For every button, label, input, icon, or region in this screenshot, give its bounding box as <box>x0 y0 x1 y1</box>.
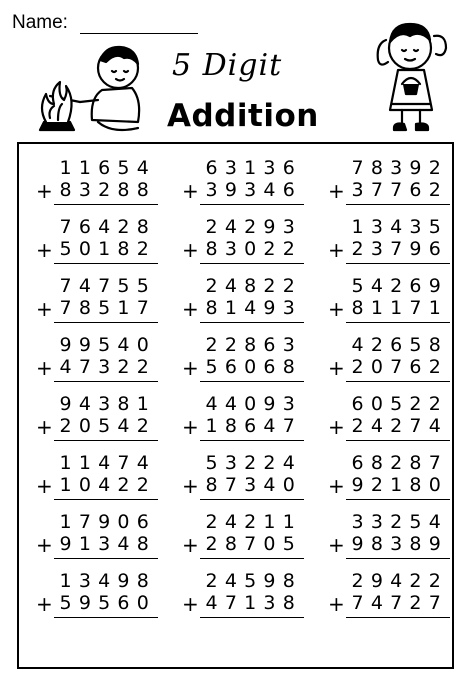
answer-line[interactable] <box>200 440 304 441</box>
bottom-addend: 18647 <box>205 415 302 437</box>
top-addend: 99540 <box>59 334 156 356</box>
plus-sign: + <box>328 297 345 321</box>
plus-sign: + <box>36 533 53 557</box>
bottom-addend: 50182 <box>59 238 156 260</box>
bottom-addend: 78517 <box>59 297 156 319</box>
answer-line[interactable] <box>54 204 158 205</box>
top-addend: 11474 <box>59 452 156 474</box>
bottom-addend: 81171 <box>351 297 448 319</box>
bottom-addend: 91348 <box>59 533 156 555</box>
top-addend: 13435 <box>351 216 448 238</box>
plus-sign: + <box>36 297 53 321</box>
boy-roasting-marshmallow-clipart <box>28 38 158 138</box>
answer-line[interactable] <box>346 617 450 618</box>
bottom-addend: 83288 <box>59 179 156 201</box>
plus-sign: + <box>36 592 53 616</box>
answer-line[interactable] <box>54 263 158 264</box>
top-addend: 76428 <box>59 216 156 238</box>
plus-sign: + <box>328 238 345 262</box>
answer-line[interactable] <box>54 617 158 618</box>
plus-sign: + <box>328 356 345 380</box>
name-line[interactable] <box>80 33 198 34</box>
plus-sign: + <box>182 356 199 380</box>
top-addend: 74755 <box>59 275 156 297</box>
top-addend: 68287 <box>351 452 448 474</box>
title-bold: Addition <box>167 98 319 134</box>
bottom-addend: 98389 <box>351 533 448 555</box>
top-addend: 53224 <box>205 452 302 474</box>
plus-sign: + <box>328 179 345 203</box>
name-label: Name: <box>12 12 68 33</box>
bottom-addend: 81493 <box>205 297 302 319</box>
top-addend: 33254 <box>351 511 448 533</box>
plus-sign: + <box>182 297 199 321</box>
plus-sign: + <box>182 179 199 203</box>
plus-sign: + <box>328 533 345 557</box>
bottom-addend: 83022 <box>205 238 302 260</box>
bottom-addend: 23796 <box>351 238 448 260</box>
answer-line[interactable] <box>346 440 450 441</box>
answer-line[interactable] <box>346 204 450 205</box>
answer-line[interactable] <box>346 263 450 264</box>
bottom-addend: 56068 <box>205 356 302 378</box>
plus-sign: + <box>328 592 345 616</box>
plus-sign: + <box>182 592 199 616</box>
plus-sign: + <box>328 474 345 498</box>
plus-sign: + <box>182 238 199 262</box>
answer-line[interactable] <box>54 558 158 559</box>
answer-line[interactable] <box>200 381 304 382</box>
top-addend: 24211 <box>205 511 302 533</box>
top-addend: 22863 <box>205 334 302 356</box>
top-addend: 94381 <box>59 393 156 415</box>
plus-sign: + <box>36 179 53 203</box>
bottom-addend: 47138 <box>205 592 302 614</box>
answer-line[interactable] <box>200 263 304 264</box>
top-addend: 29422 <box>351 570 448 592</box>
top-addend: 78392 <box>351 157 448 179</box>
answer-line[interactable] <box>346 381 450 382</box>
bottom-addend: 59560 <box>59 592 156 614</box>
answer-line[interactable] <box>200 558 304 559</box>
answer-line[interactable] <box>54 381 158 382</box>
plus-sign: + <box>36 356 53 380</box>
top-addend: 54269 <box>351 275 448 297</box>
top-addend: 11654 <box>59 157 156 179</box>
top-addend: 42658 <box>351 334 448 356</box>
top-addend: 24598 <box>205 570 302 592</box>
plus-sign: + <box>182 533 199 557</box>
plus-sign: + <box>182 415 199 439</box>
bottom-addend: 92180 <box>351 474 448 496</box>
bottom-addend: 39346 <box>205 179 302 201</box>
plus-sign: + <box>328 415 345 439</box>
plus-sign: + <box>36 238 53 262</box>
top-addend: 13498 <box>59 570 156 592</box>
top-addend: 63136 <box>205 157 302 179</box>
plus-sign: + <box>182 474 199 498</box>
bottom-addend: 20762 <box>351 356 448 378</box>
bottom-addend: 28705 <box>205 533 302 555</box>
answer-line[interactable] <box>54 499 158 500</box>
answer-line[interactable] <box>200 617 304 618</box>
top-addend: 60522 <box>351 393 448 415</box>
girl-with-cupcake-clipart <box>372 14 452 138</box>
answer-line[interactable] <box>200 204 304 205</box>
answer-line[interactable] <box>200 322 304 323</box>
answer-line[interactable] <box>200 499 304 500</box>
answer-line[interactable] <box>346 499 450 500</box>
bottom-addend: 20542 <box>59 415 156 437</box>
answer-line[interactable] <box>346 558 450 559</box>
bottom-addend: 24274 <box>351 415 448 437</box>
bottom-addend: 74727 <box>351 592 448 614</box>
top-addend: 44093 <box>205 393 302 415</box>
answer-line[interactable] <box>54 322 158 323</box>
title-script: 5 Digit <box>172 48 283 83</box>
top-addend: 24822 <box>205 275 302 297</box>
plus-sign: + <box>36 474 53 498</box>
top-addend: 17906 <box>59 511 156 533</box>
bottom-addend: 47322 <box>59 356 156 378</box>
bottom-addend: 37762 <box>351 179 448 201</box>
bottom-addend: 10422 <box>59 474 156 496</box>
top-addend: 24293 <box>205 216 302 238</box>
plus-sign: + <box>36 415 53 439</box>
answer-line[interactable] <box>54 440 158 441</box>
bottom-addend: 87340 <box>205 474 302 496</box>
answer-line[interactable] <box>346 322 450 323</box>
